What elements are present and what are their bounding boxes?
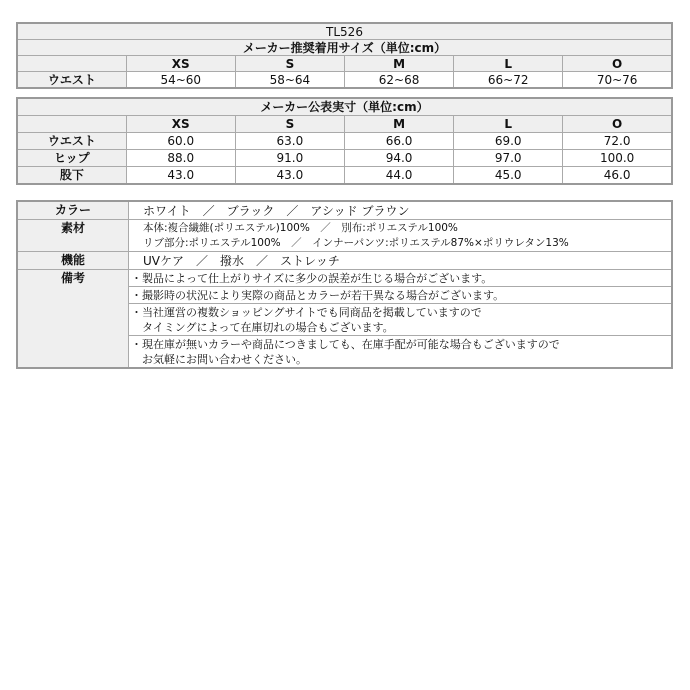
recommended-size-table <box>16 22 673 89</box>
color-row <box>17 201 672 220</box>
note-item: お気軽にお問い合わせください。 <box>131 352 307 366</box>
size-header: XS <box>126 56 235 72</box>
material-label: 素材 <box>17 220 129 252</box>
function-label: 機能 <box>17 252 129 270</box>
cell: 46.0 <box>563 167 672 185</box>
note-item: ・現在庫が無いカラーや商品につきましても、在庫手配が可能な場合もございますので <box>131 337 560 351</box>
material-line: リブ部分:ポリエステル100% ／ インナーパンツ:ポリエステル87%×ポリウレタン13% <box>143 236 569 249</box>
size-header: L <box>454 116 563 133</box>
color-value: ホワイト ／ ブラック ／ アシッド ブラウン <box>129 201 673 220</box>
size-header-row <box>17 116 672 133</box>
note-item: タイミングによって在庫切れの場合もございます。 <box>131 320 394 334</box>
recommended-title: メーカー推奨着用サイズ（単位:cm） <box>17 40 672 56</box>
material-line: 本体:複合繊維(ポリエステル)100% ／ 別布:ポリエステル100% <box>143 221 458 234</box>
notes-label: 備考 <box>17 270 129 369</box>
size-header: M <box>344 116 453 133</box>
cell: 66~72 <box>454 72 563 89</box>
cell: 63.0 <box>235 133 344 150</box>
row-label: ウエスト <box>17 133 126 150</box>
cell: 45.0 <box>454 167 563 185</box>
actual-title: メーカー公表実寸（単位:cm） <box>17 98 672 116</box>
corner-cell <box>17 56 126 72</box>
table-row <box>17 133 672 150</box>
cell: 94.0 <box>344 150 453 167</box>
size-header: L <box>454 56 563 72</box>
note-item: ・当社運営の複数ショッピングサイトでも同商品を掲載していますので <box>131 305 482 319</box>
cell: 43.0 <box>126 167 235 185</box>
cell: 54~60 <box>126 72 235 89</box>
cell: 70~76 <box>563 72 672 89</box>
material-row <box>17 220 672 252</box>
corner-cell <box>17 116 126 133</box>
size-header: S <box>235 116 344 133</box>
size-header: O <box>563 56 672 72</box>
cell: 97.0 <box>454 150 563 167</box>
size-header-row <box>17 56 672 72</box>
product-code: TL526 <box>17 23 672 40</box>
cell: 91.0 <box>235 150 344 167</box>
cell: 100.0 <box>563 150 672 167</box>
cell: 88.0 <box>126 150 235 167</box>
function-value: UVケア ／ 撥水 ／ ストレッチ <box>129 252 673 270</box>
row-label: ヒップ <box>17 150 126 167</box>
cell: 72.0 <box>563 133 672 150</box>
function-row <box>17 252 672 270</box>
table-row <box>17 167 672 185</box>
size-header: S <box>235 56 344 72</box>
note-item: ・撮影時の状況により実際の商品とカラーが若干異なる場合がございます。 <box>129 287 673 304</box>
row-label: ウエスト <box>17 72 126 89</box>
color-label: カラー <box>17 201 129 220</box>
size-header: M <box>344 56 453 72</box>
cell: 62~68 <box>344 72 453 89</box>
row-label: 股下 <box>17 167 126 185</box>
table-row <box>17 150 672 167</box>
cell: 43.0 <box>235 167 344 185</box>
note-item: ・製品によって仕上がりサイズに多少の誤差が生じる場合がございます。 <box>129 270 673 287</box>
size-header: O <box>563 116 672 133</box>
cell: 58~64 <box>235 72 344 89</box>
size-header: XS <box>126 116 235 133</box>
product-details-table <box>16 200 673 369</box>
actual-size-table <box>16 97 673 185</box>
table-row <box>17 72 672 89</box>
cell: 69.0 <box>454 133 563 150</box>
cell: 44.0 <box>344 167 453 185</box>
cell: 60.0 <box>126 133 235 150</box>
cell: 66.0 <box>344 133 453 150</box>
